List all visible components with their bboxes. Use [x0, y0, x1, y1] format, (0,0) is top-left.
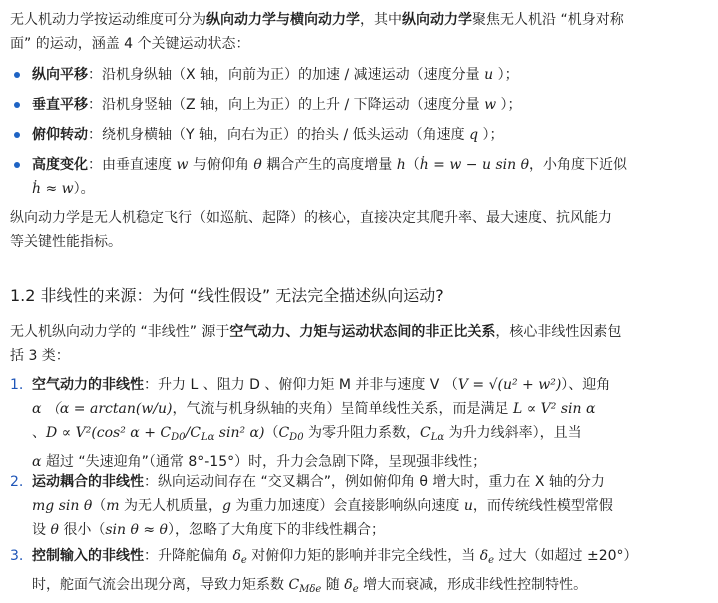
- bullet-text: （: [405, 157, 420, 173]
- item-text: ，气流与机身纵轴的夹角）呈简单线性关系，而是满足: [172, 401, 513, 417]
- bullet-icon: [14, 72, 20, 78]
- bullet-title: 垂直平移: [32, 97, 88, 113]
- bullet-text: ）；: [493, 67, 519, 83]
- math-subscript: Lα: [430, 432, 445, 443]
- math-subscript: D0: [289, 432, 304, 443]
- math-var: q: [469, 127, 479, 143]
- list-item: [10, 63, 704, 87]
- math-subscript: Lα: [200, 432, 215, 443]
- intro-text: 面” 的运动，涵盖 4 个关键运动状态：: [10, 36, 250, 52]
- math-equation: D ∝ V²(cos² α + C: [46, 425, 172, 441]
- item-text: ：纵向运动间存在 “交叉耦合”，例如俯仰角 θ 增大时，重力在 X 轴的分力: [144, 474, 605, 490]
- math-var: w: [484, 97, 497, 113]
- math-equation: V = √(u² + w²): [457, 377, 562, 393]
- intro-bold: 纵向动力学: [402, 12, 472, 28]
- item-text: 增大而衰减，形成非线性控制特性。: [358, 577, 588, 593]
- bullet-text: ：沿机身竖轴（Z 轴，向上为正）的上升 / 下降运动（速度分量: [88, 97, 485, 113]
- bullet-text: ）。: [73, 181, 95, 197]
- bullet-text: ）；: [478, 127, 504, 143]
- math-var: θ: [50, 522, 59, 538]
- body-text: ，核心非线性因素包: [495, 324, 622, 340]
- math-var: u: [463, 498, 473, 514]
- math-var: C: [288, 577, 300, 593]
- math-equation: /C: [185, 425, 201, 441]
- bullet-text: ：由垂直速度: [88, 157, 177, 173]
- body-paragraph: [10, 206, 704, 254]
- bullet-text: ：绕机身横轴（Y 轴，向右为正）的抬头 / 低头运动（角速度: [88, 127, 470, 143]
- item-number: 3.: [10, 548, 24, 564]
- bullet-text: ：沿机身纵轴（X 轴，向前为正）的加速 / 减速运动（速度分量: [88, 67, 485, 83]
- math-var: w: [176, 157, 189, 173]
- list-item: [10, 93, 704, 117]
- math-var: α: [32, 454, 42, 470]
- item-text: 为升力线斜率），且当: [444, 425, 582, 441]
- intro-text: ，其中: [360, 12, 402, 28]
- bullet-title: 高度变化: [32, 157, 88, 173]
- item-text: 为零升阻力系数，: [303, 425, 421, 441]
- math-equation: ḣ ≈ w: [32, 181, 74, 197]
- math-equation: sin² α): [214, 425, 265, 441]
- item-text: 时，舵面气流会出现分离，导致力矩系数: [32, 577, 289, 593]
- item-text: ：升降舵偏角: [144, 548, 233, 564]
- math-equation: α = arctan(w/u): [59, 401, 173, 417]
- math-var: α （: [32, 401, 60, 417]
- item-number: 1.: [10, 377, 24, 393]
- math-var: C: [278, 425, 290, 441]
- item-title: 空气动力的非线性: [32, 377, 144, 393]
- math-equation: sin θ ≈ θ: [105, 522, 168, 538]
- bullet-text: ）；: [496, 97, 522, 113]
- item-text: 为无人机质量，: [119, 498, 222, 514]
- math-var: δ: [232, 548, 241, 564]
- numbered-item: [10, 373, 704, 474]
- body-text: 括 3 类：: [10, 348, 70, 364]
- item-number: 2.: [10, 474, 24, 490]
- item-title: 控制输入的非线性: [32, 548, 144, 564]
- bullet-text: ，小角度下近似: [529, 157, 628, 173]
- bullet-text: 与俯仰角: [188, 157, 254, 173]
- bullet-title: 俯仰转动: [32, 127, 88, 143]
- math-var: δ: [344, 577, 353, 593]
- intro-text: 无人机动力学按运动维度可分为: [10, 12, 206, 28]
- item-text: 超过 “失速迎角”（通常 8°-15°）时，升力会急剧下降，呈现强非线性；: [41, 454, 487, 470]
- item-text: （: [264, 425, 279, 441]
- math-var: u: [484, 67, 494, 83]
- item-text: ）、迎角: [561, 377, 611, 393]
- math-var: δ: [479, 548, 489, 564]
- math-subscript: e: [488, 555, 495, 566]
- item-text: 、: [32, 425, 46, 441]
- item-text: ，而传统线性模型常假: [472, 498, 613, 514]
- list-item: [10, 123, 704, 147]
- math-var: θ: [253, 157, 262, 173]
- item-title: 运动耦合的非线性: [32, 474, 144, 490]
- item-text: 很小（: [58, 522, 106, 538]
- item-text: （: [92, 498, 107, 514]
- math-equation: L ∝ V² sin α: [512, 401, 596, 417]
- item-text: 设: [32, 522, 51, 538]
- body-text: 无人机纵向动力学的 “非线性” 源于: [10, 324, 230, 340]
- section-heading: 1.2 非线性的来源：为何 “线性假设” 无法完全描述纵向运动?: [10, 286, 444, 305]
- item-text: 为重力加速度）会直接影响纵向速度: [230, 498, 464, 514]
- bullet-text: 耦合产生的高度增量: [261, 157, 397, 173]
- math-equation: ḣ = w − u sin θ: [419, 157, 530, 173]
- math-var: g: [221, 498, 231, 514]
- math-var: C: [420, 425, 431, 441]
- bullet-icon: [14, 132, 20, 138]
- math-var: h: [396, 157, 406, 173]
- math-subscript: D0: [171, 432, 186, 443]
- body-text: 等关键性能指标。: [10, 234, 122, 250]
- item-text: 随: [321, 577, 345, 593]
- numbered-item: [10, 470, 704, 542]
- intro-text: 聚焦无人机沿 “机身对称: [472, 12, 624, 28]
- item-text: 过大（如超过 ±20°）: [494, 548, 638, 564]
- item-text: 对俯仰力矩的影响并非完全线性，当: [246, 548, 480, 564]
- bullet-title: 纵向平移: [32, 67, 88, 83]
- body-text: 纵向动力学是无人机稳定飞行（如巡航、起降）的核心，直接决定其爬升率、最大速度、抗风能力: [10, 210, 612, 226]
- intro-paragraph: [10, 8, 704, 56]
- item-text: ），忽略了大角度下的非线性耦合；: [167, 522, 385, 538]
- intro-bold: 纵向动力学与横向动力学: [206, 12, 360, 28]
- math-subscript: Mδe: [299, 584, 322, 595]
- math-var: m: [106, 498, 120, 514]
- numbered-item: [10, 544, 704, 602]
- math-equation: mg sin θ: [32, 498, 93, 514]
- list-item: [10, 153, 704, 201]
- body-paragraph: [10, 320, 704, 368]
- body-bold: 空气动力、力矩与运动状态间的非正比关系: [229, 324, 496, 340]
- math-subscript: e: [240, 555, 247, 566]
- math-subscript: e: [352, 584, 359, 595]
- item-text: ：升力 L 、阻力 D 、俯仰力矩 M 并非与速度 V （: [144, 377, 458, 393]
- bullet-icon: [14, 162, 20, 168]
- bullet-icon: [14, 102, 20, 108]
